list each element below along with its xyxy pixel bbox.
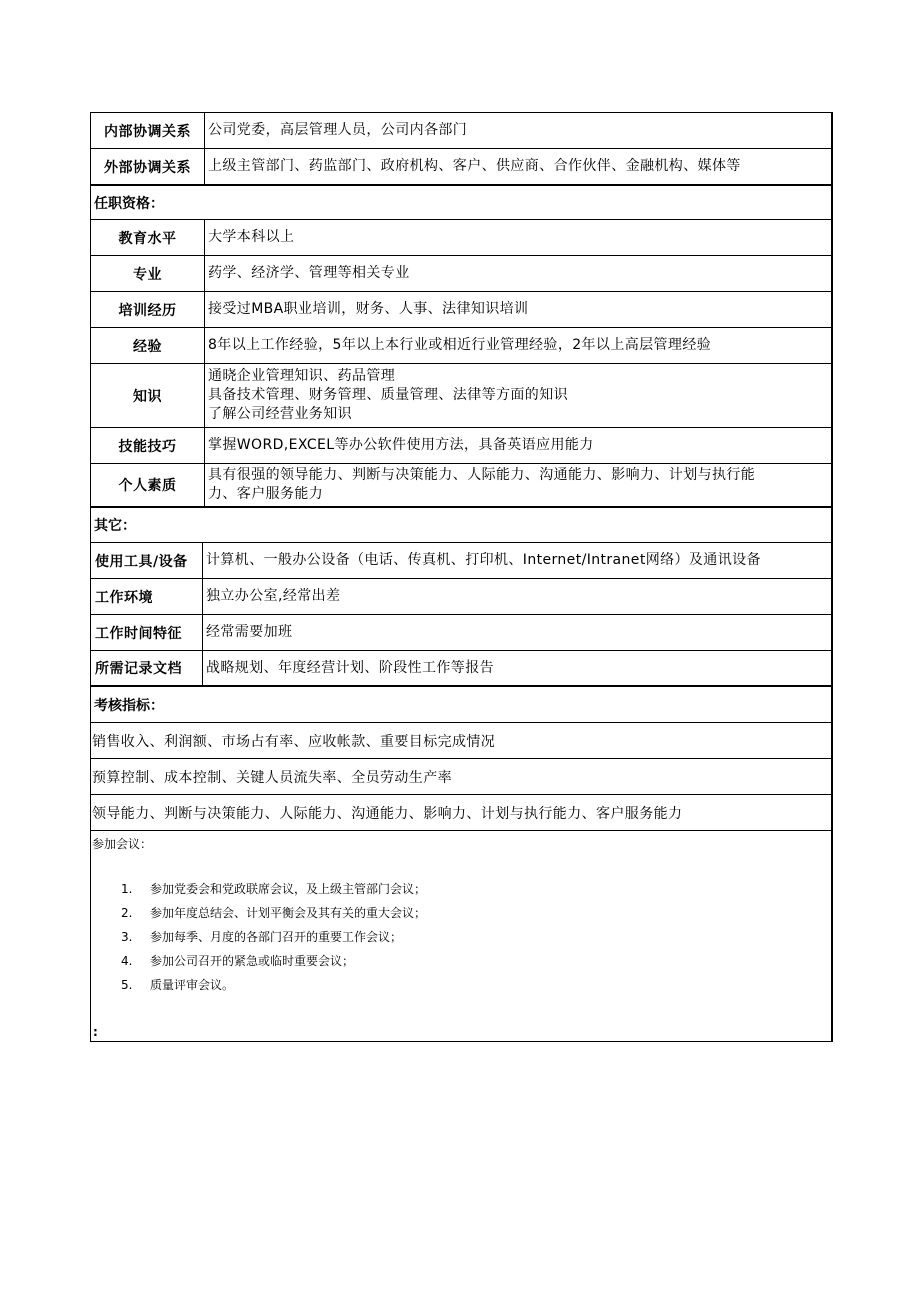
other-row (91, 615, 831, 651)
list-number: 5. (121, 978, 133, 992)
row-label: 个人素质 (91, 464, 205, 506)
row-label: 工作环境 (91, 579, 203, 614)
value-line: 具有很强的领导能力、判断与决策能力、人际能力、沟通能力、影响力、计划与执行能 (208, 467, 756, 483)
list-text: 参加公司召开的紧急或临时重要会议； (150, 954, 355, 968)
list-text: 参加年度总结会、计划平衡会及其有关的重大会议； (150, 906, 427, 920)
value-line: 通晓企业管理知识、药品管理 (208, 368, 396, 384)
meetings-title: 参加会议： (92, 837, 153, 851)
footer-colon: : (93, 1025, 98, 1039)
row-value (205, 364, 831, 427)
assessment-text: 销售收入、利润额、市场占有率、应收帐款、重要目标完成情况 (92, 733, 496, 750)
row-label: 培训经历 (91, 292, 205, 327)
qualifications-section-header (91, 186, 831, 220)
meetings-list (92, 877, 831, 997)
assessment-item (91, 723, 831, 759)
row-value: 战略规划、年度经营计划、阶段性工作等报告 (206, 659, 494, 676)
job-description-table (90, 112, 833, 1042)
list-number: 1. (121, 882, 133, 896)
row-value: 接受过MBA职业培训，财务、人事、法律知识培训 (208, 301, 529, 317)
list-item (92, 901, 831, 925)
assessment-section-header (91, 687, 831, 723)
qualification-row (91, 428, 831, 464)
other-section-header (91, 508, 831, 543)
section-title: 任职资格： (94, 195, 164, 212)
list-text: 参加每季、月度的各部门召开的重要工作会议； (150, 930, 403, 944)
row-label: 知识 (91, 364, 205, 427)
row-value: 上级主管部门、药监部门、政府机构、客户、供应商、合作伙伴、金融机构、媒体等 (208, 158, 741, 174)
row-label: 外部协调关系 (91, 149, 205, 184)
qualification-row (91, 292, 831, 328)
list-text: 参加党委会和党政联席会议，及上级主管部门会议； (150, 882, 427, 896)
value-line: 力、客户服务能力 (208, 486, 324, 502)
section-title: 其它： (94, 518, 136, 534)
row-value: 8年以上工作经验，5年以上本行业或相近行业管理经验，2年以上高层管理经验 (208, 337, 712, 353)
assessment-item (91, 795, 831, 831)
qualification-row (91, 328, 831, 364)
row-value: 经常需要加班 (206, 624, 293, 640)
assessment-text: 预算控制、成本控制、关键人员流失率、全员劳动生产率 (92, 769, 452, 786)
list-item (92, 973, 831, 997)
row-value: 药学、经济学、管理等相关专业 (208, 265, 410, 281)
row-label: 使用工具/设备 (91, 543, 203, 578)
list-number: 3. (121, 930, 133, 944)
qualification-row (91, 256, 831, 292)
list-number: 4. (121, 954, 133, 968)
qualification-row (91, 220, 831, 256)
row-value: 独立办公室,经常出差 (206, 588, 341, 604)
meetings-block (91, 831, 831, 1041)
row-label: 教育水平 (91, 220, 205, 255)
row-value: 公司党委，高层管理人员，公司内各部门 (208, 122, 468, 138)
other-row (91, 579, 831, 615)
qualification-row (91, 364, 831, 428)
other-row (91, 543, 831, 579)
row-value (205, 464, 831, 506)
row-label: 内部协调关系 (91, 113, 205, 148)
list-item (92, 925, 831, 949)
meetings-section (91, 831, 831, 1041)
row-label: 经验 (91, 328, 205, 363)
list-number: 2. (121, 906, 133, 920)
list-text: 质量评审会议。 (150, 978, 235, 992)
row-value: 计算机、一般办公设备（电话、传真机、打印机、Internet/Intranet网络）及通讯设备 (206, 552, 761, 568)
assessment-item (91, 759, 831, 795)
row-label: 工作时间特征 (91, 615, 203, 650)
list-item (92, 949, 831, 973)
row-label: 专业 (91, 256, 205, 291)
qualification-row (91, 464, 831, 508)
row-value: 大学本科以上 (208, 229, 295, 245)
other-row (91, 651, 831, 687)
external-coordination-row (91, 149, 831, 186)
row-label: 技能技巧 (91, 428, 205, 463)
internal-coordination-row (91, 113, 831, 149)
row-label: 所需记录文档 (91, 651, 203, 685)
row-value: 掌握WORD,EXCEL等办公软件使用方法，具备英语应用能力 (208, 437, 594, 453)
value-line: 具备技术管理、财务管理、质量管理、法律等方面的知识 (208, 387, 568, 403)
value-line: 了解公司经营业务知识 (208, 406, 352, 422)
assessment-text: 领导能力、判断与决策能力、人际能力、沟通能力、影响力、计划与执行能力、客户服务能力 (92, 805, 683, 822)
section-title: 考核指标： (94, 697, 164, 714)
list-item (92, 877, 831, 901)
